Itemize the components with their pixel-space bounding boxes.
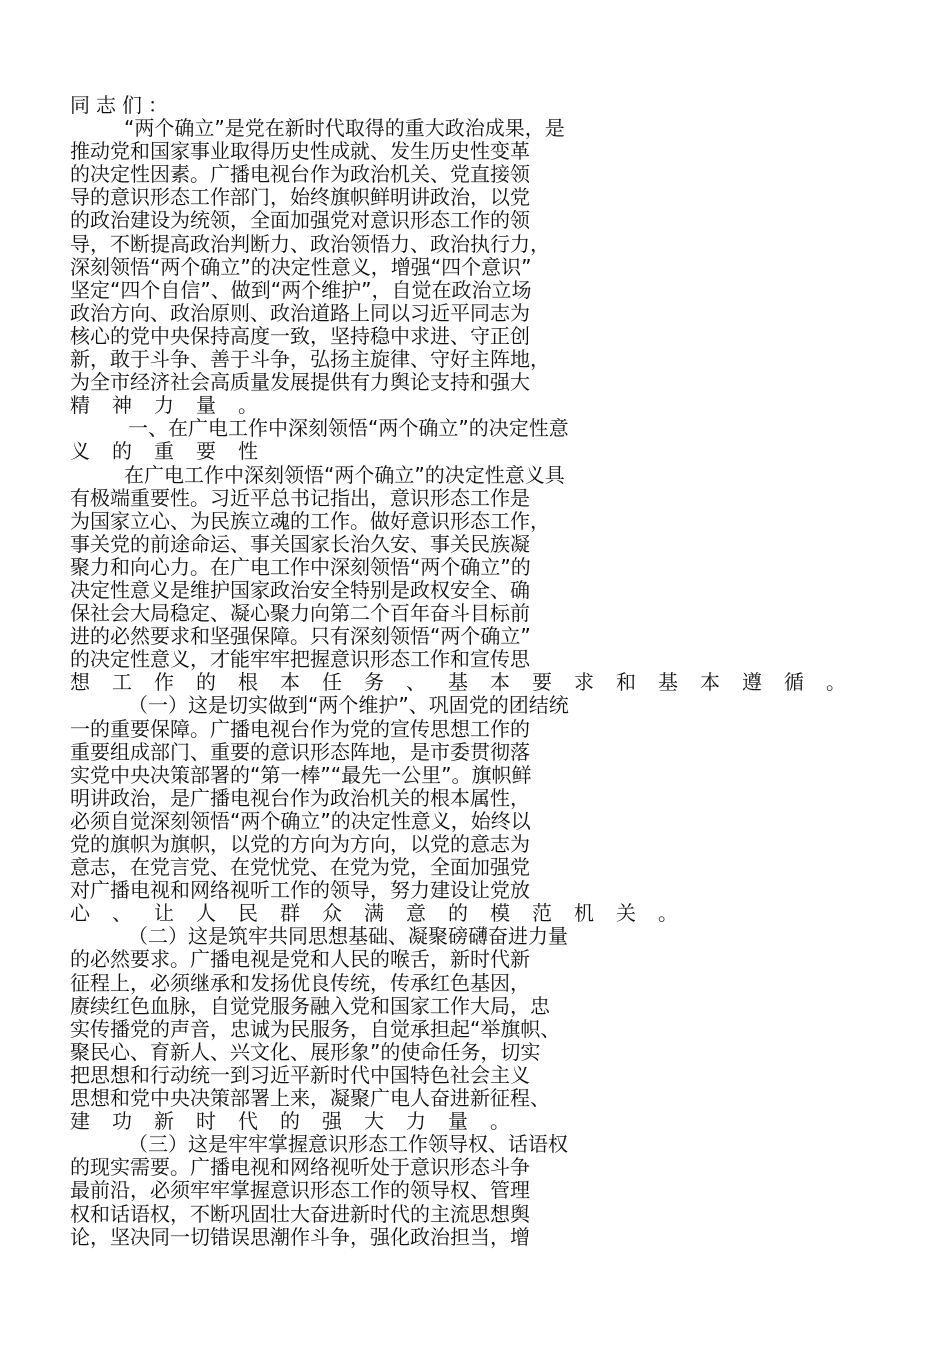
paragraph-line: 的必然要求。广播电视是党和人民的喉舌，新时代新 bbox=[70, 947, 530, 972]
subsection-line: （一）这是切实做到“两个维护”、巩固党的团结统 bbox=[128, 693, 569, 718]
paragraph-line: 明讲政治，是广播电视台作为政治机关的根本属性， bbox=[70, 785, 530, 810]
subsection-line: （二）这是筑牢共同思想基础、凝聚磅礴奋进力量 bbox=[128, 924, 568, 949]
paragraph-line: 的政治建设为统领，全面加强党对意识形态工作的领 bbox=[70, 208, 530, 233]
paragraph-line: 论，坚决同一切错误思潮作斗争，强化政治担当，增 bbox=[70, 1224, 530, 1249]
paragraph-line: 对广播电视和网络视听工作的领导，努力建设让党放 bbox=[70, 878, 530, 903]
paragraph-line: 思想和党中央决策部署上来，凝聚广电人奋进新征程、 bbox=[70, 1086, 550, 1111]
paragraph-line: 最前沿，必须牢牢掌握意识形态工作的领导权、管理 bbox=[70, 1178, 530, 1203]
paragraph-line: 政治方向、政治原则、政治道路上同以习近平同志为 bbox=[70, 300, 530, 325]
paragraph-line: 进的必然要求和坚强保障。只有深刻领悟“两个确立” bbox=[70, 624, 531, 649]
paragraph-line: 新，敢于斗争、善于斗争，弘扬主旋律、守好主阵地， bbox=[70, 347, 550, 372]
paragraph-line: 实党中央决策部署的“第一棒”“最先一公里”。旗帜鲜 bbox=[70, 762, 532, 787]
paragraph-line: 深刻领悟“两个确立”的决定性意义，增强“四个意识” bbox=[70, 254, 532, 279]
paragraph-line: 在广电工作中深刻领悟“两个确立”的决定性意义具 bbox=[124, 462, 565, 487]
section-heading: 一、在广电工作中深刻领悟“两个确立”的决定性意 bbox=[128, 416, 569, 441]
paragraph-line: 建功新时代的强大力量。 bbox=[70, 1109, 532, 1134]
paragraph-line: 的现实需要。广播电视和网络视听处于意识形态斗争 bbox=[70, 1155, 530, 1180]
paragraph-line: 实传播党的声音，忠诚为民服务，自觉承担起“举旗帜、 bbox=[70, 1016, 561, 1041]
paragraph-line: 有极端重要性。习近平总书记指出，意识形态工作是 bbox=[70, 485, 530, 510]
paragraph-line: 导的意识形态工作部门，始终旗帜鲜明讲政治，以党 bbox=[70, 185, 530, 210]
paragraph-line: 的决定性因素。广播电视台作为政治机关、党直接领 bbox=[70, 162, 530, 187]
subsection-line: （三）这是牢牢掌握意识形态工作领导权、话语权 bbox=[128, 1132, 568, 1157]
paragraph-line: 导，不断提高政治判断力、政治领悟力、政治执行力， bbox=[70, 231, 550, 256]
document-body bbox=[70, 94, 895, 1249]
paragraph-line: 征程上，必须继承和发扬优良传统，传承红色基因， bbox=[70, 970, 530, 995]
paragraph-line: 聚力和向心力。在广电工作中深刻领悟“两个确立”的 bbox=[70, 554, 531, 579]
paragraph-line: “两个确立”是党在新时代取得的重大政治成果，是 bbox=[124, 116, 565, 141]
salutation: 同志们： bbox=[70, 93, 174, 117]
paragraph-line: 精神力量。 bbox=[70, 393, 280, 418]
paragraph-line: 党的旗帜为旗帜，以党的方向为方向，以党的意志为 bbox=[70, 832, 530, 856]
paragraph-line: 为国家立心、为民族立魂的工作。做好意识形态工作， bbox=[70, 508, 550, 533]
paragraph-line: 心、让人民群众满意的模范机关。 bbox=[70, 901, 700, 926]
paragraph-line: 一的重要保障。广播电视台作为党的宣传思想工作的 bbox=[70, 716, 530, 741]
paragraph-line: 想工作的根本任务、基本要求和基本遵循。 bbox=[70, 670, 868, 695]
paragraph-line: 聚民心、育新人、兴文化、展形象”的使命任务，切实 bbox=[70, 1039, 541, 1064]
section-heading-cont: 义的重要性 bbox=[70, 439, 280, 464]
paragraph-line: 意志，在党言党、在党忧党、在党为党，全面加强党 bbox=[70, 855, 530, 880]
paragraph-line: 必须自觉深刻领悟“两个确立”的决定性意义，始终以 bbox=[70, 808, 531, 833]
paragraph-line: 重要组成部门、重要的意识形态阵地，是市委贯彻落 bbox=[70, 739, 530, 764]
paragraph-line: 推动党和国家事业取得历史性成就、发生历史性变革 bbox=[70, 139, 530, 164]
paragraph-line: 的决定性意义，才能牢牢把握意识形态工作和宣传思 bbox=[70, 647, 530, 672]
paragraph-line: 保社会大局稳定、凝心聚力向第二个百年奋斗目标前 bbox=[70, 601, 530, 626]
paragraph-line: 把思想和行动统一到习近平新时代中国特色社会主义 bbox=[70, 1062, 530, 1087]
paragraph-line: 事关党的前途命运、事关国家长治久安、事关民族凝 bbox=[70, 531, 530, 556]
paragraph-line: 为全市经济社会高质量发展提供有力舆论支持和强大 bbox=[70, 370, 530, 395]
paragraph-line: 赓续红色血脉，自觉党服务融入党和国家工作大局，忠 bbox=[70, 993, 550, 1018]
paragraph-line: 决定性意义是维护国家政治安全特别是政权安全、确 bbox=[70, 577, 530, 602]
paragraph-line: 核心的党中央保持高度一致，坚持稳中求进、守正创 bbox=[70, 323, 530, 348]
paragraph-line: 坚定“四个自信”、做到“两个维护”，自觉在政治立场 bbox=[70, 277, 532, 302]
paragraph-line: 权和话语权，不断巩固壮大奋进新时代的主流思想舆 bbox=[70, 1201, 530, 1226]
